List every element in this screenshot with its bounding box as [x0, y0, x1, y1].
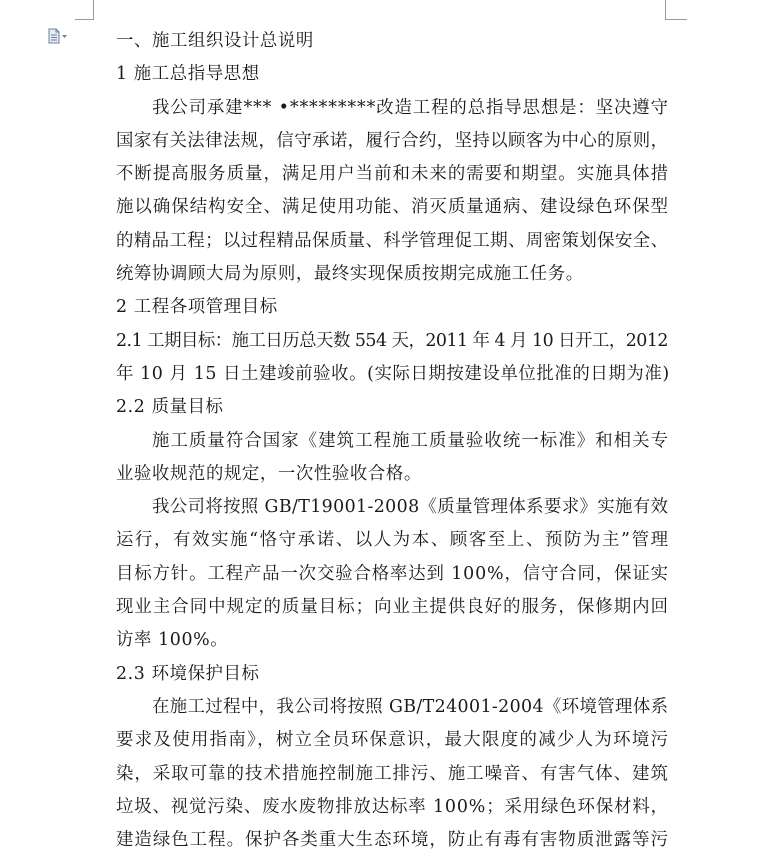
para2-line: 年 10 月 15 日土建竣前验收。(实际日期按建设单位批准的日期为准) — [116, 363, 670, 384]
para1-line: 统筹协调顾大局为原则，最终实现保质按期完成施工任务。 — [116, 264, 584, 285]
para1-line: 不断提高服务质量，满足用户当前和未来的需要和期望。实施具体措 — [116, 164, 670, 185]
heading-2: 2 工程各项管理目标 — [116, 297, 278, 318]
para4-line: 访率 100%。 — [116, 630, 229, 651]
para4-line: 现业主合同中规定的质量目标；向业主提供良好的服务，保修期内回 — [116, 597, 670, 618]
para1-line: 国家有关法律法规，信守承诺，履行合约，坚持以顾客为中心的原则， — [116, 130, 669, 151]
para5-line: 在施工过程中，我公司将按照 GB/T24001-2004《环境管理体系 — [152, 696, 669, 717]
para5-line: 建造绿色工程。保护各类重大生态环境，防止有毒有害物质泄露等污 — [116, 830, 670, 851]
para4-line: 我公司将按照 GB/T19001-2008《质量管理体系要求》实施有效 — [152, 497, 669, 518]
paragraph-style-icon[interactable] — [47, 28, 69, 44]
para4-line: 运行，有效实施“恪守承诺、以人为本、顾客至上、预防为主”管理 — [116, 530, 670, 551]
heading-1: 一、施工组织设计总说明 — [116, 31, 314, 51]
crop-mark-top-right-horizontal — [665, 19, 687, 20]
para3-line: 施工质量符合国家《建筑工程施工质量验收统一标准》和相关专 — [152, 430, 670, 451]
crop-mark-top-right — [665, 0, 666, 19]
crop-mark-top-left-horizontal — [75, 19, 94, 20]
heading-1-1: 1 施工总指导思想 — [116, 64, 260, 85]
para2-line: 2.1 工期目标：施工日历总天数 554 天，2011 年 4 月 10 日开工，2012 — [116, 330, 668, 351]
para4-line: 目标方针。工程产品一次交验合格率达到 100%，信守合同，保证实 — [116, 563, 669, 584]
para5-line: 要求及使用指南》，树立全员环保意识，最大限度的减少人为环境污 — [116, 730, 670, 751]
para5-line: 垃圾、视觉污染、废水废物排放达标率 100%；采用绿色环保材料， — [116, 796, 669, 817]
crop-mark-top-left — [93, 0, 94, 19]
heading-2-3: 2.3 环境保护目标 — [116, 663, 260, 684]
para1-line: 的精品工程；以过程精品保质量、科学管理促工期、周密策划保安全、 — [116, 230, 669, 251]
document-body — [116, 25, 668, 857]
para1-line: 施以确保结构安全、满足使用功能、消灭质量通病、建设绿色环保型 — [116, 197, 670, 218]
heading-2-2: 2.2 质量目标 — [116, 397, 224, 418]
para1-line: 我公司承建*** •*********改造工程的总指导思想是：坚决遵守 — [152, 97, 669, 118]
para3-line: 业验收规范的规定，一次性验收合格。 — [116, 463, 422, 484]
para5-line: 染，采取可靠的技术措施控制施工排污、施工噪音、有害气体、建筑 — [116, 763, 670, 784]
